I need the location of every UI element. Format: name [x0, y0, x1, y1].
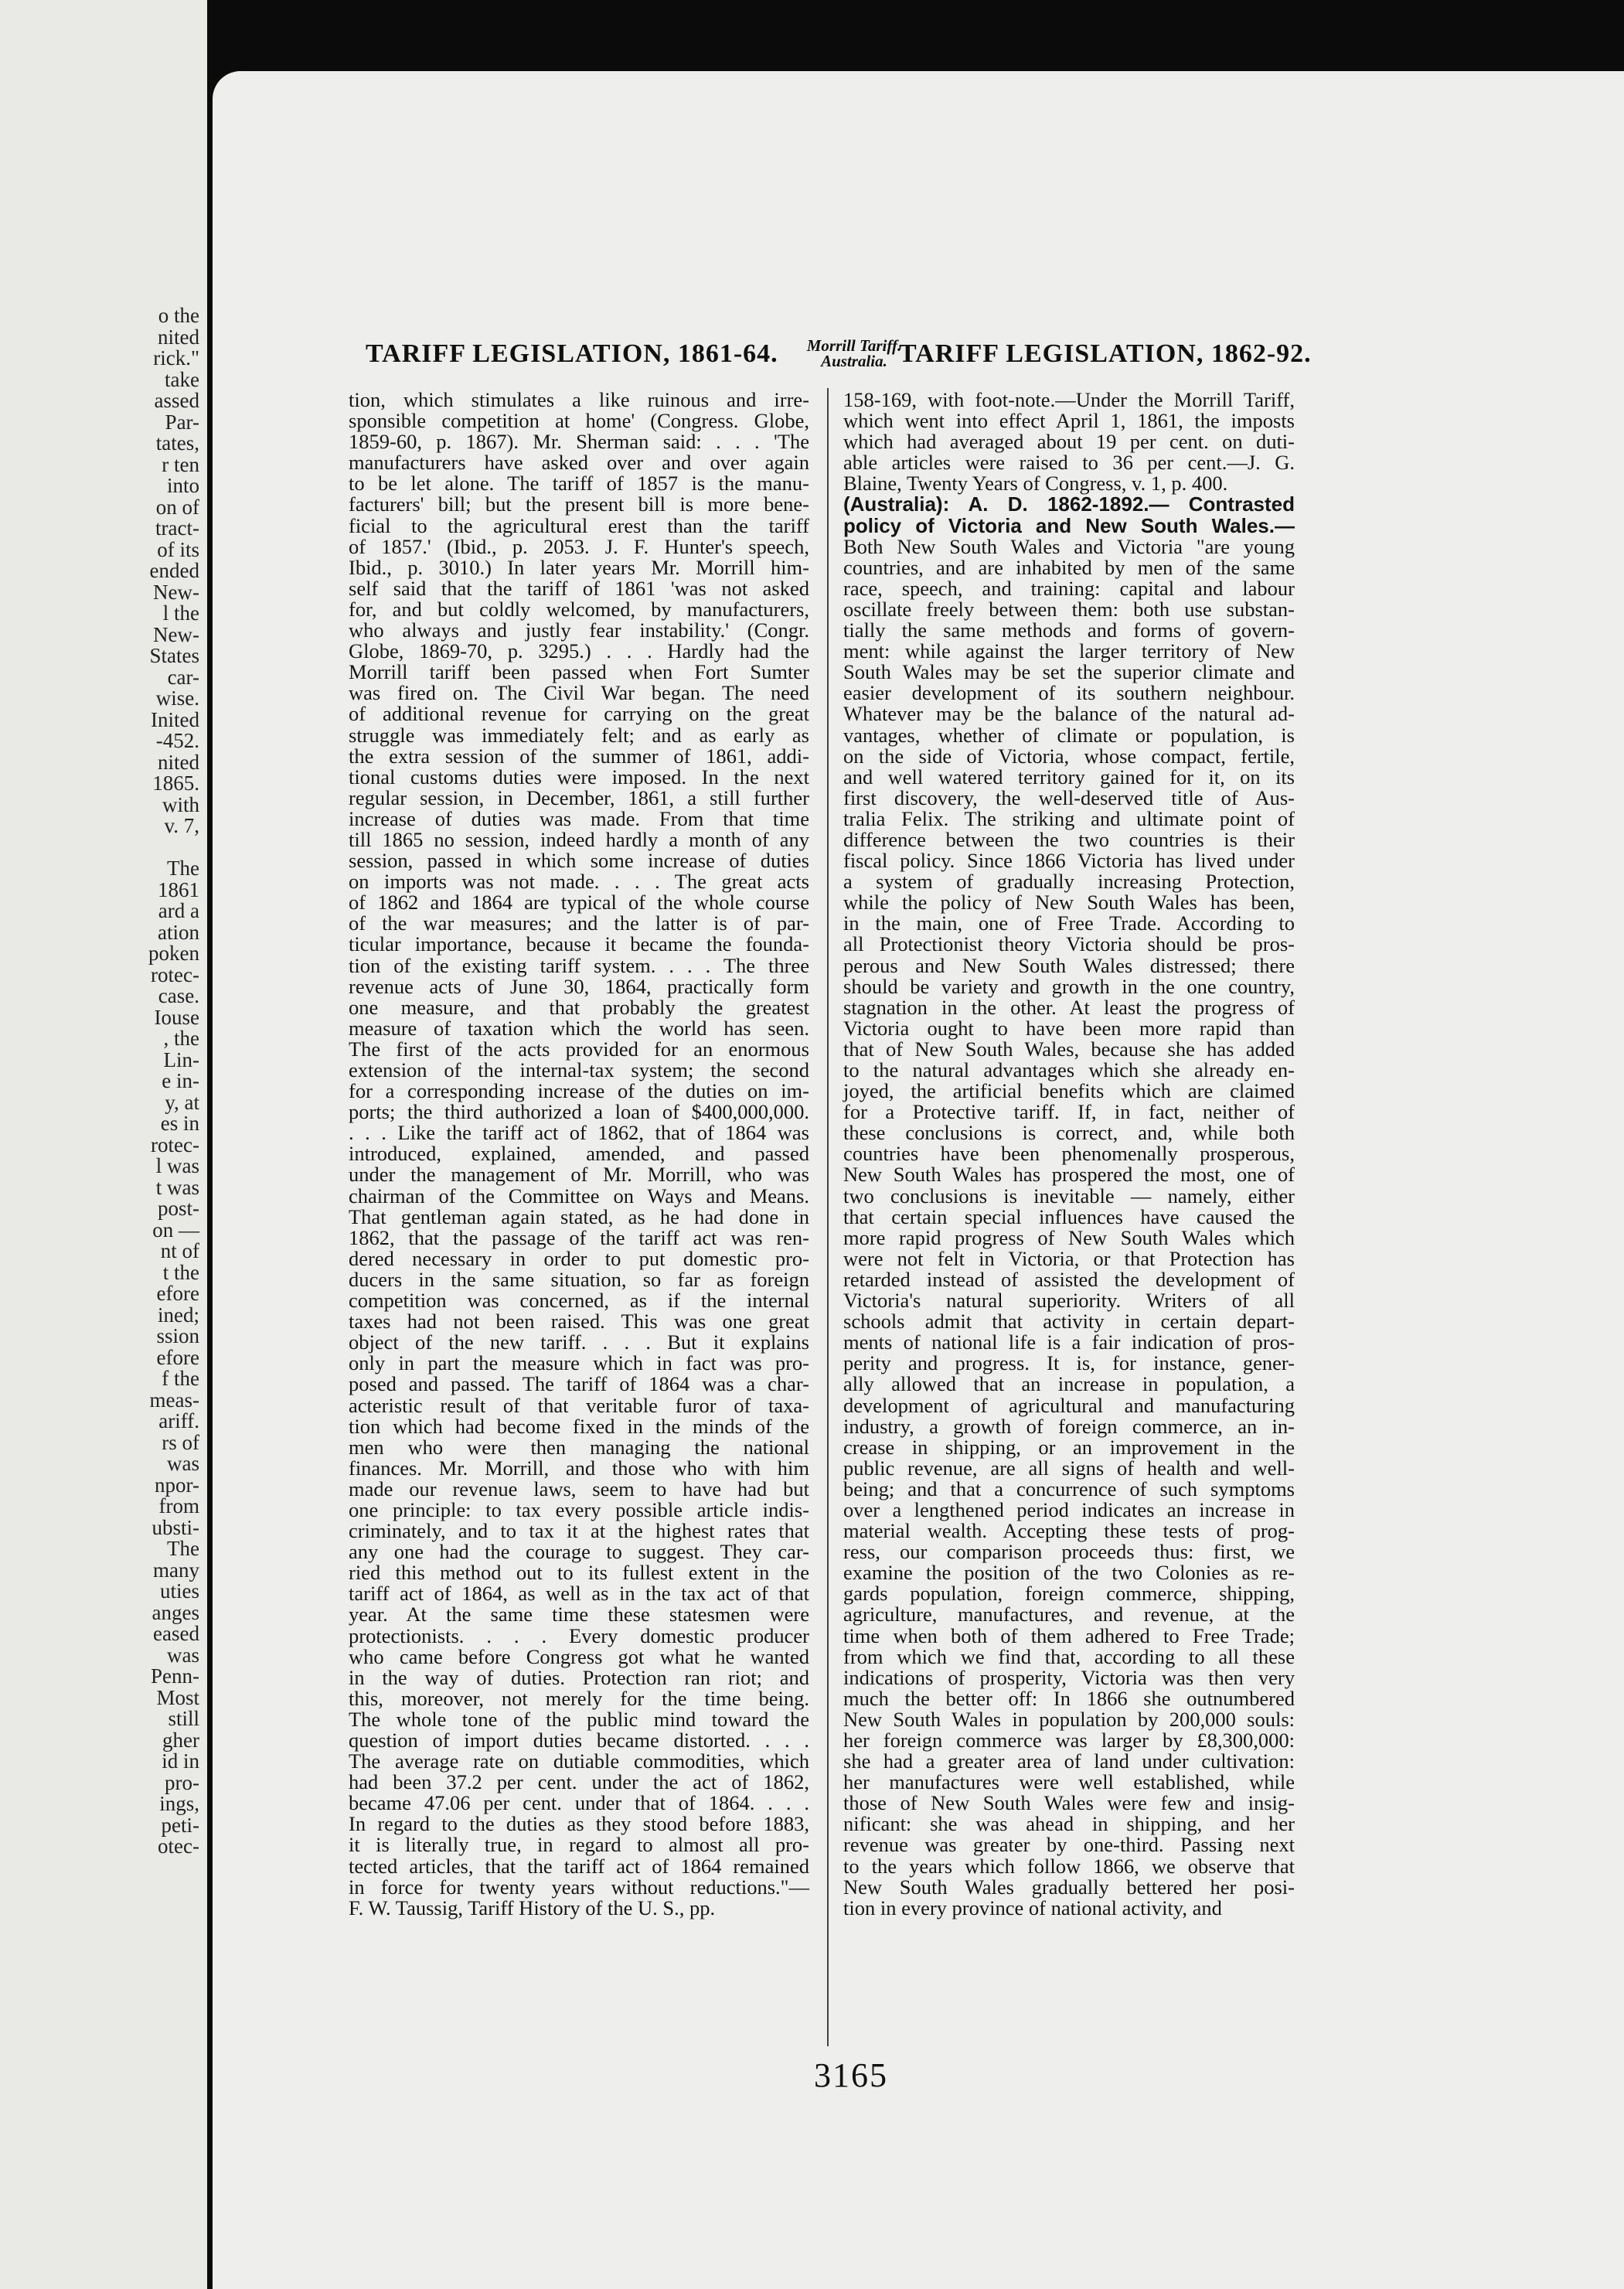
text-line: ducers in the same situation, so far as foreign — [349, 1267, 809, 1291]
text-line: tional customs duties were imposed. In the next — [349, 765, 809, 789]
header-right-title: TARIFF LEGISLATION, 1862-92. — [899, 339, 1312, 368]
text-line: examine the position of the two Colonies as re- — [843, 1561, 1295, 1585]
text-line: of 1862 and 1864 are typical of the whole course — [349, 891, 809, 915]
text-line: her manufactures were well established, while — [843, 1770, 1295, 1794]
header-topic-morrill-tariff: Morrill Tariff. — [806, 336, 902, 355]
text-line: crease in shipping, or an improvement in the — [843, 1435, 1295, 1459]
text-line: year. At the same time these statesmen were — [349, 1603, 809, 1626]
text-line: vantages, whether of climate or population, is — [843, 723, 1295, 747]
text-line: for a corresponding increase of the duties on im- — [349, 1079, 809, 1103]
text-line: race, speech, and training: capital and labour — [843, 576, 1295, 600]
text-line: (Australia): A. D. 1862-1892.— Contrasted — [843, 492, 1295, 516]
text-line: struggle was immediately felt; and as early as — [349, 723, 809, 747]
facing-page-fragment: rotec- — [151, 962, 199, 986]
facing-page-fragment: efore — [156, 1345, 199, 1369]
facing-page-fragment: t the — [162, 1260, 199, 1284]
facing-page-fragment: on of — [155, 495, 199, 519]
text-line: had been 37.2 per cent. under the act of 1862, — [349, 1770, 809, 1794]
text-line: and well watered territory gained for it, on its — [843, 765, 1295, 789]
text-line: tion, which stimulates a like ruinous and irre- — [349, 388, 809, 411]
facing-page-fragment: was — [167, 1452, 199, 1475]
text-line: nificant: she was ahead in shipping, and her — [843, 1812, 1295, 1836]
text-line: which had averaged about 19 per cent. on duti- — [843, 430, 1295, 454]
text-line: Globe, 1869-70, p. 3295.) . . . Hardly had the — [349, 639, 809, 663]
text-line: to be let alone. The tariff of 1857 is the manu- — [349, 472, 809, 496]
text-line: ally allowed that an increase in population, a — [843, 1372, 1295, 1396]
facing-page-fragment: take — [165, 367, 199, 391]
text-line: tralia Felix. The striking and ultimate point of — [843, 806, 1295, 830]
text-line: industry, a growth of foreign commerce, an in- — [843, 1414, 1295, 1438]
facing-page-fragment: Most — [156, 1685, 199, 1709]
text-line: sponsible competition at home' (Congress. Globe, — [349, 409, 809, 433]
facing-page-fragment: rick." — [153, 346, 199, 370]
text-line: of the war measures; and the latter is of par- — [349, 911, 809, 935]
text-line: South Wales may be set the superior climate and — [843, 660, 1295, 684]
text-line: made our revenue laws, seem to have had but — [349, 1477, 809, 1500]
facing-page-fragment: assed — [154, 389, 199, 412]
facing-page-fragment: otec- — [158, 1834, 199, 1858]
text-line: New South Wales gradually bettered her posi- — [843, 1875, 1295, 1899]
facing-page-fragment: ined; — [158, 1303, 199, 1327]
text-line: The first of the acts provided for an enormous — [349, 1037, 809, 1061]
header-left-title: TARIFF LEGISLATION, 1861-64. — [366, 339, 778, 368]
facing-page-fragment: States — [149, 644, 199, 667]
running-header — [213, 336, 1624, 386]
facing-page-fragment: rs of — [162, 1430, 199, 1454]
facing-page-fragment: post- — [158, 1197, 199, 1220]
text-line: ried this method out to its fullest extent in the — [349, 1561, 809, 1585]
text-line: material wealth. Accepting these tests of prog- — [843, 1519, 1295, 1543]
text-line: tion in every province of national activity, and — [843, 1896, 1222, 1919]
facing-page-fragment: ard a — [158, 899, 199, 922]
text-line: in the main, one of Free Trade. According to — [843, 911, 1295, 935]
text-line: object of the new tariff. . . . But it explains — [349, 1330, 809, 1354]
facing-page-fragment: l the — [162, 601, 199, 625]
text-line: Ibid., p. 3010.) In later years Mr. Morrill him- — [349, 555, 809, 579]
facing-page-fragment: still — [168, 1707, 199, 1730]
facing-page-fragment: t was — [155, 1175, 199, 1199]
text-line: who came before Congress got what he wanted — [349, 1644, 809, 1668]
text-line: were not felt in Victoria, or that Protection has — [843, 1246, 1295, 1270]
facing-page-fragment: r ten — [162, 452, 199, 476]
text-line: from which we find that, according to all these — [843, 1644, 1295, 1668]
facing-page-fragment: anges — [152, 1600, 199, 1624]
text-line: much the better off: In 1866 she outnumbered — [843, 1686, 1295, 1710]
facing-page-fragment: New- — [153, 580, 199, 604]
text-line: New South Wales has prospered the most, one of — [843, 1163, 1295, 1187]
facing-page-fragment: -452. — [155, 729, 199, 752]
facing-page-fragment: 1861 — [158, 877, 199, 901]
text-line: of 1857.' (Ibid., p. 2053. J. F. Hunter's speech, — [349, 534, 809, 558]
text-line: who always and justly fear instability.' (Congr. — [349, 618, 809, 642]
text-line: finances. Mr. Morrill, and those who with him — [349, 1456, 809, 1480]
text-line: it is literally true, in regard to almost all pro- — [349, 1833, 809, 1857]
facing-page-fragment: peti- — [161, 1813, 199, 1837]
facing-page-fragment: on — — [152, 1218, 199, 1242]
text-line: till 1865 no session, indeed hardly a month of any — [349, 827, 809, 851]
text-line: countries have been phenomenally prosperous, — [843, 1142, 1295, 1166]
text-line: retarded instead of assisted the development of — [843, 1267, 1295, 1291]
left-text-column — [349, 390, 809, 1919]
facing-page-fragment: ssion — [156, 1324, 199, 1347]
text-line: first discovery, the well-deserved title of Aus- — [843, 785, 1295, 809]
text-line: 158-169, with foot-note.—Under the Morrill Tariff, — [843, 388, 1295, 411]
text-line: the extra session of the summer of 1861, addi- — [349, 744, 809, 768]
header-topic-australia: Australia. — [821, 352, 887, 370]
text-line: posed and passed. The tariff of 1864 was a char- — [349, 1372, 809, 1396]
text-line: tected articles, that the tariff act of 1864 remained — [349, 1854, 809, 1878]
facing-page-fragment: ubsti- — [152, 1515, 199, 1539]
text-line: revenue was greater by one-third. Passing next — [843, 1833, 1295, 1857]
column-divider — [827, 388, 829, 2046]
text-line: 1859-60, p. 1867). Mr. Sherman said: . . . 'The — [349, 430, 809, 454]
text-line: Victoria's natural superiority. Writers of all — [843, 1289, 1295, 1313]
text-line: which went into effect April 1, 1861, the imposts — [843, 409, 1295, 433]
facing-page-fragment: many — [153, 1558, 199, 1582]
text-line: gards population, foreign commerce, shipping, — [843, 1582, 1295, 1606]
text-line: Victoria ought to have been more rapid than — [843, 1016, 1295, 1040]
facing-page-text-fragments — [0, 305, 199, 1858]
text-line: able articles were raised to 36 per cent.—J. G. — [843, 451, 1295, 475]
facing-page-fragment: Par- — [165, 410, 199, 434]
text-line: fiscal policy. Since 1866 Victoria has lived under — [843, 849, 1295, 873]
text-line: was fired on. The Civil War began. The need — [349, 681, 809, 705]
text-line: this, moreover, not merely for the time being. — [349, 1686, 809, 1710]
text-line: The average rate on dutiable commodities, which — [349, 1749, 809, 1773]
text-line: of additional revenue for carrying on the great — [349, 702, 809, 726]
text-line: being; and that a concurrence of such symptoms — [843, 1477, 1295, 1500]
text-line: only in part the measure which in fact was pro- — [349, 1351, 809, 1375]
text-line: perous and New South Wales distressed; there — [843, 953, 1295, 977]
text-line: in the way of duties. Protection ran riot; and — [349, 1665, 809, 1689]
text-line: The whole tone of the public mind toward the — [349, 1707, 809, 1731]
text-line: ficial to the agricultural erest than the tariff — [349, 513, 809, 537]
text-line: policy of Victoria and New South Wales.— — [843, 513, 1295, 537]
text-line: chairman of the Committee on Ways and Means. — [349, 1184, 809, 1208]
facing-page-fragment: f the — [162, 1367, 199, 1390]
facing-page-fragment: efore — [156, 1282, 199, 1305]
text-line: . . . Like the tariff act of 1862, that of 1864 was — [349, 1121, 809, 1145]
text-line: ments of national life is a fair indication of pros- — [843, 1330, 1295, 1354]
facing-page-fragment: ation — [158, 920, 199, 944]
book-page — [213, 71, 1624, 2289]
text-line: joyed, the artificial benefits which are claimed — [843, 1079, 1295, 1103]
facing-page-fragment: tract- — [155, 516, 199, 540]
facing-page-fragment: from — [158, 1494, 199, 1517]
facing-page-fragment: Lin- — [163, 1047, 199, 1071]
page-number: 3165 — [814, 2056, 888, 2094]
facing-page-fragment: uties — [160, 1579, 199, 1603]
text-line: protectionists. . . . Every domestic producer — [349, 1623, 809, 1647]
text-line: one measure, and that probably the greatest — [349, 995, 809, 1019]
text-line: became 47.06 per cent. under that of 1864. . . . — [349, 1791, 809, 1815]
text-line: to the natural advantages which she already en- — [843, 1058, 1295, 1081]
facing-page-fragment: es in — [160, 1112, 199, 1135]
text-line: that certain special influences have caused the — [843, 1204, 1295, 1228]
text-line: regular session, in December, 1861, a still further — [349, 785, 809, 809]
text-line: New South Wales in population by 200,000 souls: — [843, 1707, 1295, 1731]
text-line: two conclusions is inevitable — namely, either — [843, 1184, 1295, 1208]
facing-page-fragment: case. — [158, 984, 199, 1007]
text-line: facturers' bill; but the present bill is more bene- — [349, 492, 809, 516]
facing-page-fragment: eased — [153, 1622, 199, 1645]
facing-page-fragment: rotec- — [151, 1133, 199, 1156]
text-line: tariff act of 1864, as well as in the tax act of that — [349, 1582, 809, 1606]
text-line: she had a greater area of land under cultivation: — [843, 1749, 1295, 1773]
facing-page-fragment: gher — [162, 1728, 199, 1752]
right-text-column — [843, 390, 1295, 1919]
facing-page-fragment: e in- — [162, 1069, 199, 1092]
text-line: one principle: to tax every possible article indis- — [349, 1497, 809, 1521]
text-line: while the policy of New South Wales has been, — [843, 891, 1295, 915]
text-line: revenue acts of June 30, 1864, practically form — [349, 974, 809, 998]
text-line: more rapid progress of New South Wales which — [843, 1225, 1295, 1249]
text-line: criminately, and to tax it at the highest rates that — [349, 1519, 809, 1543]
text-line: manufacturers have asked over and over again — [349, 451, 809, 475]
text-line: development of agricultural and manufacturing — [843, 1393, 1295, 1417]
text-line: In regard to the duties as they stood before 1883, — [349, 1812, 809, 1836]
facing-page-fragment: New- — [153, 622, 199, 646]
facing-page-fragment: The — [167, 857, 199, 880]
facing-page-fragment: ings, — [159, 1792, 199, 1815]
text-line: Both New South Wales and Victoria "are young — [843, 534, 1295, 558]
text-line: Blaine, Twenty Years of Congress, v. 1, p. 400. — [843, 472, 1228, 496]
text-line: stagnation in the other. At least the progress of — [843, 995, 1295, 1019]
facing-page-fragment: Iouse — [154, 1005, 199, 1029]
text-line: to the years which follow 1866, we observe that — [843, 1854, 1295, 1878]
facing-page-fragment: was — [167, 1643, 199, 1667]
text-line: self said that the tariff of 1861 'was not asked — [349, 576, 809, 600]
text-line: under the management of Mr. Morrill, who was — [349, 1163, 809, 1187]
facing-page-fragment: npor- — [155, 1473, 199, 1497]
text-line: that of New South Wales, because she has added — [843, 1037, 1295, 1061]
text-line: in force for twenty years without reductions."— — [349, 1875, 809, 1899]
text-line: tion which had become fixed in the minds of the — [349, 1414, 809, 1438]
text-line: F. W. Taussig, Tariff History of the U. S., pp. — [349, 1896, 716, 1919]
text-line: on the side of Victoria, whose compact, fertile, — [843, 744, 1295, 768]
text-line: all Protectionist theory Victoria should be pros- — [843, 932, 1295, 956]
facing-page-fragment: poken — [148, 942, 199, 965]
text-line: easier development of its southern neighbour. — [843, 681, 1295, 705]
text-line: these conclusions is correct, and, while both — [843, 1121, 1295, 1145]
text-line: over a lengthened period indicates an increase in — [843, 1497, 1295, 1521]
text-line: question of import duties became distorted. . . . — [349, 1729, 809, 1752]
text-line: should be variety and growth in the one country, — [843, 974, 1295, 998]
text-line: her foreign commerce was larger by £8,300,000: — [843, 1729, 1295, 1752]
text-line: Whatever may be the balance of the natural ad- — [843, 702, 1295, 726]
text-line: tially the same methods and forms of govern- — [843, 618, 1295, 642]
facing-page-fragment: 1865. — [152, 772, 199, 795]
text-line: countries, and are inhabited by men of the same — [843, 555, 1295, 579]
text-line: oscillate freely between them: both use substan- — [843, 597, 1295, 621]
facing-page-fragment: ended — [149, 559, 199, 582]
facing-page-fragment: of its — [157, 537, 199, 561]
text-line: dered necessary in order to put domestic pro- — [349, 1246, 809, 1270]
facing-page-fragment: meas- — [149, 1388, 199, 1412]
text-line: ports; the third authorized a loan of $400,000,000. — [349, 1100, 809, 1124]
facing-page-fragment — [0, 837, 199, 859]
text-line: increase of duties was made. From that time — [349, 806, 809, 830]
text-line: time when both of them adhered to Free Trade; — [843, 1623, 1295, 1647]
facing-page-fragment: ariff. — [158, 1409, 199, 1432]
facing-page-fragment: nited — [158, 325, 199, 349]
text-line: extension of the internal-tax system; the second — [349, 1058, 809, 1081]
text-line: difference between the two countries is their — [843, 827, 1295, 851]
text-line: perity and progress. It is, for instance, gener- — [843, 1351, 1295, 1375]
text-line: a system of gradually increasing Protection, — [843, 870, 1295, 894]
text-line: public revenue, are all signs of health and well- — [843, 1456, 1295, 1480]
facing-page-fragment: wise. — [155, 686, 199, 710]
facing-page-fragment: v. 7, — [164, 814, 199, 837]
text-line: men who were then managing the national — [349, 1435, 809, 1459]
text-line: those of New South Wales were few and insig- — [843, 1791, 1295, 1815]
facing-page-fragment: nited — [158, 750, 199, 774]
facing-page-fragment: Penn- — [151, 1664, 199, 1688]
facing-page-fragment: y, at — [165, 1090, 199, 1114]
text-line: schools admit that activity in certain depart- — [843, 1310, 1295, 1334]
text-line: indications of prosperity, Victoria was then very — [843, 1665, 1295, 1689]
text-line: tion of the existing tariff system. . . . The three — [349, 953, 809, 977]
facing-page-fragment: with — [162, 792, 199, 816]
facing-page-fragment: The — [167, 1537, 199, 1560]
text-line: for a Protective tariff. If, in fact, neither of — [843, 1100, 1295, 1124]
text-line: for, and but coldly welcomed, by manufacturers, — [349, 597, 809, 621]
text-line: Morrill tariff been passed when Fort Sumter — [349, 660, 809, 684]
text-line: taxes had not been raised. This was one great — [349, 1310, 809, 1334]
text-line: on imports was not made. . . . The great acts — [349, 870, 809, 894]
text-line: ment: while against the larger territory of New — [843, 639, 1295, 663]
text-line: measure of taxation which the world has seen. — [349, 1016, 809, 1040]
facing-page-fragment: pro- — [165, 1770, 199, 1794]
text-line: introduced, explained, amended, and passed — [349, 1142, 809, 1166]
facing-page-fragment: , the — [163, 1027, 199, 1050]
facing-page-fragment: car- — [167, 665, 199, 689]
text-line: any one had the courage to suggest. They car- — [349, 1540, 809, 1564]
text-line: 1862, that the passage of the tariff act was ren- — [349, 1225, 809, 1249]
text-line: ress, our comparison proceeds thus: first, we — [843, 1540, 1295, 1564]
facing-page-fragment: l was — [155, 1154, 199, 1177]
facing-page-edge — [0, 0, 207, 2289]
facing-page-fragment: Inited — [151, 707, 199, 731]
text-line: acteristic result of that veritable furor of taxa- — [349, 1393, 809, 1417]
facing-page-fragment: tates, — [155, 431, 199, 455]
text-line: That gentleman again stated, as he had done in — [349, 1204, 809, 1228]
text-line: agriculture, manufactures, and revenue, at the — [843, 1603, 1295, 1626]
text-line: session, passed in which some increase of duties — [349, 849, 809, 873]
facing-page-fragment: nt of — [160, 1239, 199, 1262]
facing-page-fragment: into — [166, 474, 199, 497]
facing-page-fragment: id in — [162, 1749, 199, 1773]
text-line: ticular importance, because it became the founda- — [349, 932, 809, 956]
facing-page-fragment: o the — [158, 304, 199, 327]
text-line: competition was concerned, as if the internal — [349, 1289, 809, 1313]
